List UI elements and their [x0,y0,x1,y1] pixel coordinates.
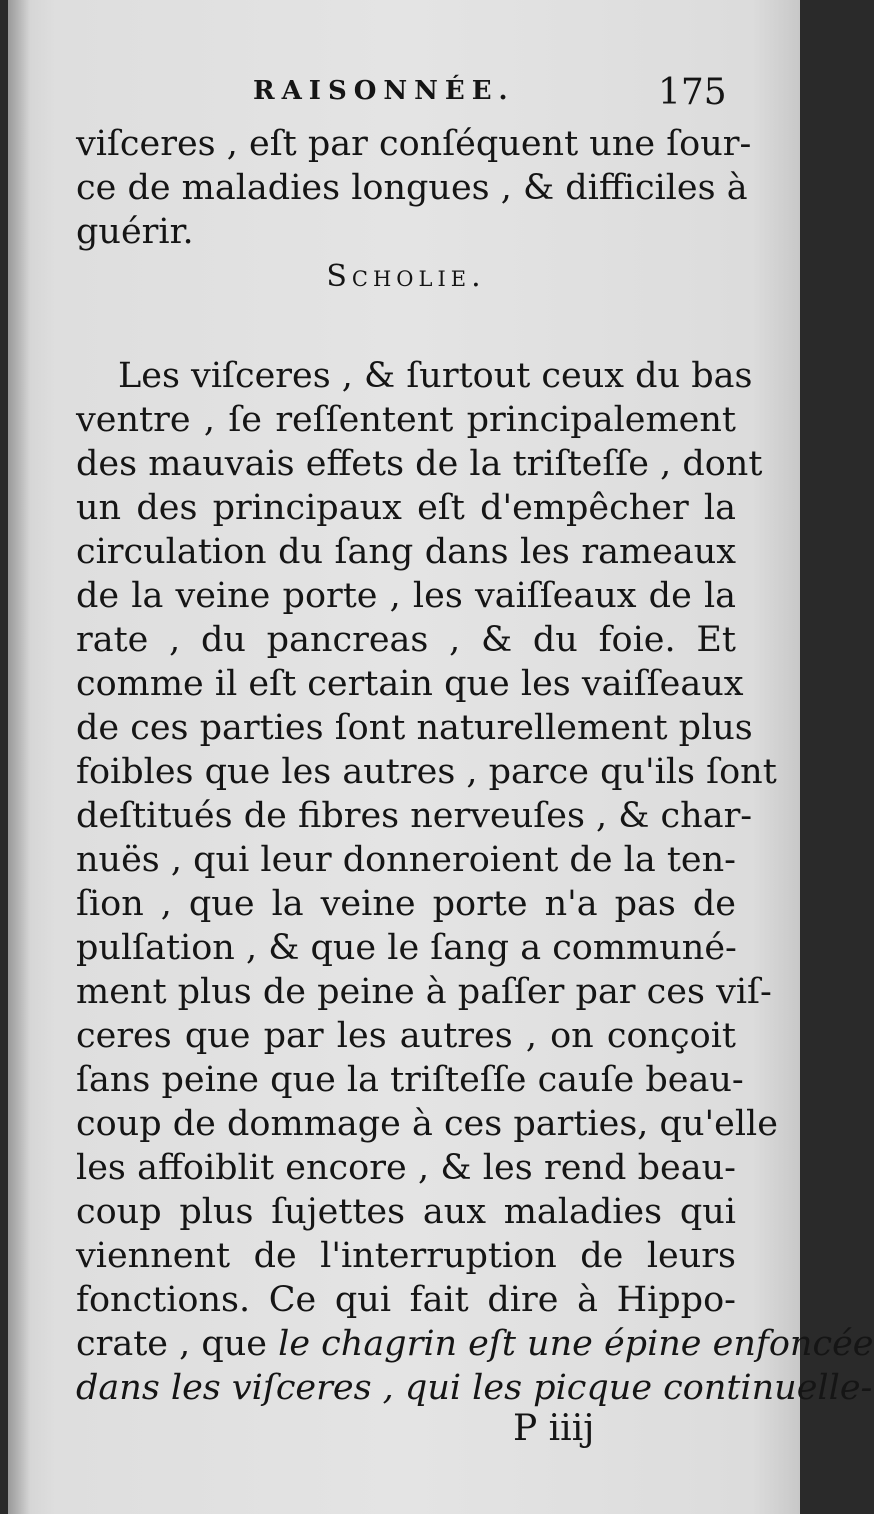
running-head [8,72,800,122]
text-line: viſceres , eſt par conſéquent une ſour- [76,124,752,164]
signature-mark: P iiij [513,1408,595,1449]
text-line: ceres que par les autres , on conçoit [76,1016,736,1056]
text-line: de la veine porte , les vaiſſeaux de la [76,576,736,616]
text-line: coup plus ſujettes aux maladies qui [76,1192,736,1232]
text-line-mixed [76,1322,874,1366]
text-line: des mauvais effets de la triſteſſe , dont [76,444,763,484]
section-heading: Scholie. [326,259,486,294]
text-line: ſans peine que la triſteſſe cauſe beau- [76,1060,744,1100]
text-line: pulſation , & que le ſang a communé- [76,928,737,968]
running-title: RAISONNÉE. [253,76,515,106]
text-line: de ces parties ſont naturellement plus [76,708,753,748]
paragraph-first-line: Les viſceres , & ſurtout ceux du bas [118,356,753,396]
text-line: un des principaux eſt d'empêcher la [76,488,736,528]
text-line: ventre , ſe reſſentent principalement [76,400,736,440]
text-line: nuës , qui leur donneroient de la ten- [76,840,736,880]
text-line: foibles que les autres , parce qu'ils ſont [76,752,777,792]
section-spacer [76,300,736,354]
text-line: ſion , que la veine porte n'a pas de [76,884,736,924]
text-line: rate , du pancreas , & du foie. Et [76,620,736,660]
book-page [8,0,874,1514]
text-line: coup de dommage à ces parties, qu'elle [76,1104,778,1144]
text-line: ment plus de peine à paſſer par ces viſ- [76,972,772,1012]
text-line: ce de maladies longues , & difficiles à [76,168,748,208]
text-block [76,122,874,1410]
page-gutter-shadow [8,0,30,1514]
text-line: les affoiblit encore , & les rend beau- [76,1148,736,1188]
text-line: viennent de l'interruption de leurs [76,1236,736,1276]
text-line: circulation du ſang dans les rameaux [76,532,736,572]
italic-quotation: le chagrin eſt une épine enfoncée [278,1324,874,1364]
text-line: comme il eſt certain que les vaiſſeaux [76,664,744,704]
text-line: fonctions. Ce qui fait dire à Hippo- [76,1280,736,1320]
roman-text: crate , que [76,1324,279,1364]
italic-quotation-line: dans les viſceres , qui les picque continuelle- [76,1368,873,1408]
text-line: guérir. [76,212,194,252]
text-line: deſtitués de fibres nerveuſes , & char- [76,796,753,836]
page-number: 175 [658,72,727,113]
